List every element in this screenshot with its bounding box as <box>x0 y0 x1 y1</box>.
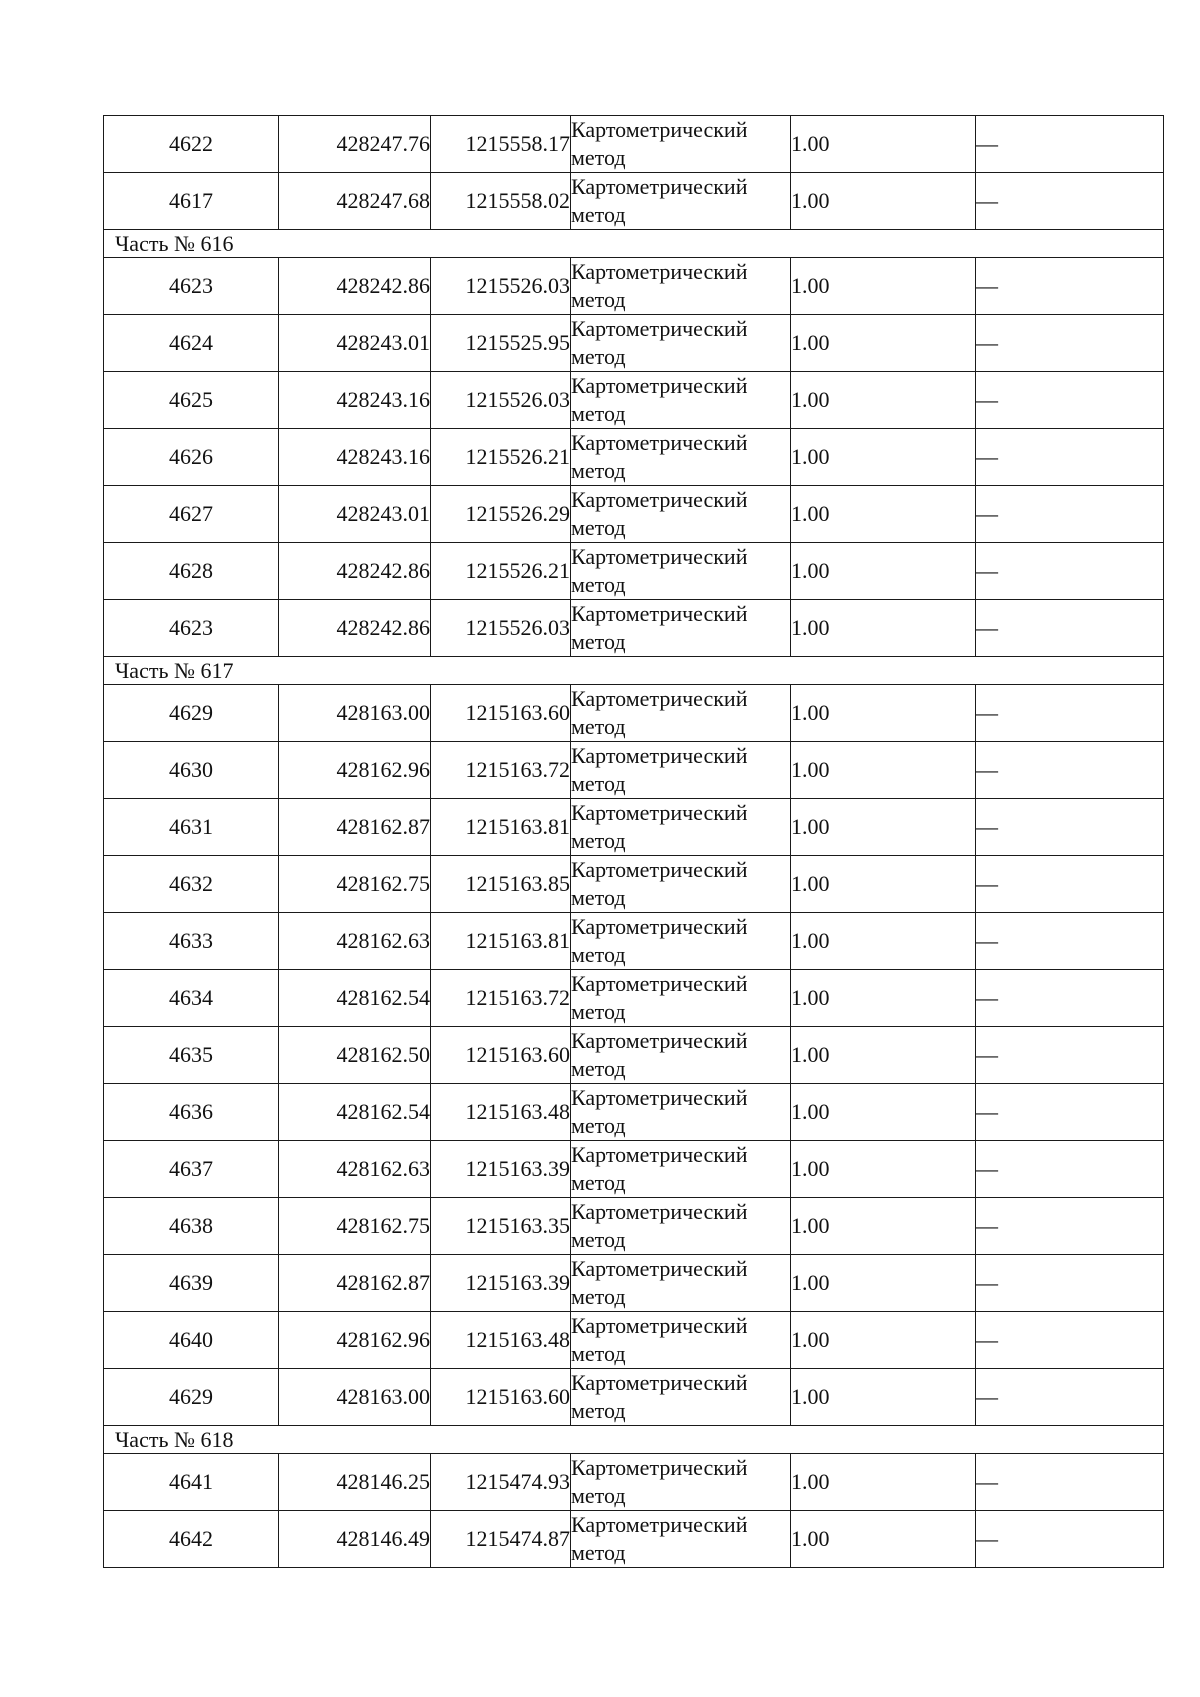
point-number-cell: 4629 <box>104 685 279 742</box>
coordinates-table-body <box>104 116 1164 1568</box>
method-text: Картометрический метод <box>571 1313 748 1366</box>
note-cell: — <box>976 258 1164 315</box>
x-coordinate-cell: 428162.96 <box>279 742 431 799</box>
point-number-cell: 4637 <box>104 1141 279 1198</box>
method-cell <box>571 173 791 230</box>
method-text: Картометрический метод <box>571 316 748 369</box>
y-coordinate-cell: 1215474.87 <box>431 1511 571 1568</box>
point-number-cell: 4634 <box>104 970 279 1027</box>
point-number-cell: 4627 <box>104 486 279 543</box>
method-cell <box>571 543 791 600</box>
note-cell: — <box>976 543 1164 600</box>
table-row <box>104 486 1164 543</box>
y-coordinate-cell: 1215163.60 <box>431 1027 571 1084</box>
y-coordinate-cell: 1215163.48 <box>431 1084 571 1141</box>
accuracy-cell: 1.00 <box>791 1312 976 1369</box>
x-coordinate-cell: 428146.25 <box>279 1454 431 1511</box>
method-text: Картометрический метод <box>571 971 748 1024</box>
point-number-cell: 4624 <box>104 315 279 372</box>
table-row <box>104 1255 1164 1312</box>
table-row <box>104 600 1164 657</box>
y-coordinate-cell: 1215163.35 <box>431 1198 571 1255</box>
accuracy-cell: 1.00 <box>791 1141 976 1198</box>
point-number-cell: 4640 <box>104 1312 279 1369</box>
method-text: Картометрический метод <box>571 259 748 312</box>
method-cell <box>571 1511 791 1568</box>
x-coordinate-cell: 428146.49 <box>279 1511 431 1568</box>
table-row <box>104 1141 1164 1198</box>
point-number-cell: 4623 <box>104 258 279 315</box>
note-cell: — <box>976 1454 1164 1511</box>
accuracy-cell: 1.00 <box>791 970 976 1027</box>
note-cell: — <box>976 799 1164 856</box>
method-cell <box>571 116 791 173</box>
note-cell: — <box>976 1369 1164 1426</box>
y-coordinate-cell: 1215163.85 <box>431 856 571 913</box>
table-row <box>104 742 1164 799</box>
method-text: Картометрический метод <box>571 1142 748 1195</box>
table-row <box>104 258 1164 315</box>
y-coordinate-cell: 1215163.81 <box>431 913 571 970</box>
accuracy-cell: 1.00 <box>791 913 976 970</box>
note-cell: — <box>976 116 1164 173</box>
table-row <box>104 315 1164 372</box>
y-coordinate-cell: 1215163.39 <box>431 1255 571 1312</box>
note-cell: — <box>976 315 1164 372</box>
method-cell <box>571 1454 791 1511</box>
x-coordinate-cell: 428162.54 <box>279 970 431 1027</box>
point-number-cell: 4639 <box>104 1255 279 1312</box>
method-cell <box>571 1255 791 1312</box>
accuracy-cell: 1.00 <box>791 543 976 600</box>
table-row <box>104 1198 1164 1255</box>
note-cell: — <box>976 1255 1164 1312</box>
y-coordinate-cell: 1215525.95 <box>431 315 571 372</box>
method-text: Картометрический метод <box>571 914 748 967</box>
method-cell <box>571 429 791 486</box>
part-label: Часть № 617 <box>104 657 1164 685</box>
table-row <box>104 1511 1164 1568</box>
method-cell <box>571 1141 791 1198</box>
accuracy-cell: 1.00 <box>791 856 976 913</box>
part-header-row <box>104 1426 1164 1454</box>
y-coordinate-cell: 1215163.72 <box>431 970 571 1027</box>
method-text: Картометрический метод <box>571 800 748 853</box>
y-coordinate-cell: 1215526.03 <box>431 372 571 429</box>
x-coordinate-cell: 428162.87 <box>279 799 431 856</box>
y-coordinate-cell: 1215558.17 <box>431 116 571 173</box>
note-cell: — <box>976 913 1164 970</box>
point-number-cell: 4632 <box>104 856 279 913</box>
table-row <box>104 429 1164 486</box>
method-text: Картометрический метод <box>571 1512 748 1565</box>
accuracy-cell: 1.00 <box>791 372 976 429</box>
method-text: Картометрический метод <box>571 544 748 597</box>
point-number-cell: 4622 <box>104 116 279 173</box>
table-row <box>104 1027 1164 1084</box>
note-cell: — <box>976 600 1164 657</box>
x-coordinate-cell: 428247.68 <box>279 173 431 230</box>
method-cell <box>571 1198 791 1255</box>
point-number-cell: 4631 <box>104 799 279 856</box>
x-coordinate-cell: 428162.75 <box>279 856 431 913</box>
method-text: Картометрический метод <box>571 1085 748 1138</box>
y-coordinate-cell: 1215163.39 <box>431 1141 571 1198</box>
point-number-cell: 4642 <box>104 1511 279 1568</box>
method-text: Картометрический метод <box>571 1199 748 1252</box>
part-header-row <box>104 657 1164 685</box>
method-cell <box>571 742 791 799</box>
point-number-cell: 4628 <box>104 543 279 600</box>
y-coordinate-cell: 1215526.21 <box>431 543 571 600</box>
point-number-cell: 4635 <box>104 1027 279 1084</box>
method-cell <box>571 970 791 1027</box>
point-number-cell: 4625 <box>104 372 279 429</box>
x-coordinate-cell: 428243.01 <box>279 486 431 543</box>
table-row <box>104 116 1164 173</box>
x-coordinate-cell: 428162.75 <box>279 1198 431 1255</box>
method-cell <box>571 685 791 742</box>
note-cell: — <box>976 1511 1164 1568</box>
y-coordinate-cell: 1215163.60 <box>431 685 571 742</box>
x-coordinate-cell: 428163.00 <box>279 685 431 742</box>
part-label: Часть № 616 <box>104 230 1164 258</box>
accuracy-cell: 1.00 <box>791 486 976 543</box>
x-coordinate-cell: 428162.96 <box>279 1312 431 1369</box>
x-coordinate-cell: 428243.16 <box>279 372 431 429</box>
table-row <box>104 856 1164 913</box>
method-cell <box>571 856 791 913</box>
method-cell <box>571 1369 791 1426</box>
point-number-cell: 4633 <box>104 913 279 970</box>
table-row <box>104 1454 1164 1511</box>
point-number-cell: 4623 <box>104 600 279 657</box>
table-row <box>104 913 1164 970</box>
note-cell: — <box>976 1084 1164 1141</box>
note-cell: — <box>976 742 1164 799</box>
part-header-row <box>104 230 1164 258</box>
method-cell <box>571 258 791 315</box>
accuracy-cell: 1.00 <box>791 799 976 856</box>
x-coordinate-cell: 428247.76 <box>279 116 431 173</box>
method-cell <box>571 315 791 372</box>
note-cell: — <box>976 486 1164 543</box>
table-row <box>104 1369 1164 1426</box>
accuracy-cell: 1.00 <box>791 1255 976 1312</box>
y-coordinate-cell: 1215526.03 <box>431 258 571 315</box>
y-coordinate-cell: 1215526.03 <box>431 600 571 657</box>
point-number-cell: 4629 <box>104 1369 279 1426</box>
method-text: Картометрический метод <box>571 1455 748 1508</box>
accuracy-cell: 1.00 <box>791 315 976 372</box>
method-cell <box>571 1312 791 1369</box>
x-coordinate-cell: 428242.86 <box>279 258 431 315</box>
note-cell: — <box>976 856 1164 913</box>
method-cell <box>571 486 791 543</box>
coordinates-table <box>103 115 1164 1568</box>
method-text: Картометрический метод <box>571 1370 748 1423</box>
table-row <box>104 685 1164 742</box>
table-row <box>104 543 1164 600</box>
note-cell: — <box>976 970 1164 1027</box>
method-text: Картометрический метод <box>571 1028 748 1081</box>
method-text: Картометрический метод <box>571 686 748 739</box>
y-coordinate-cell: 1215526.29 <box>431 486 571 543</box>
y-coordinate-cell: 1215163.81 <box>431 799 571 856</box>
y-coordinate-cell: 1215474.93 <box>431 1454 571 1511</box>
method-cell <box>571 1027 791 1084</box>
y-coordinate-cell: 1215163.48 <box>431 1312 571 1369</box>
y-coordinate-cell: 1215526.21 <box>431 429 571 486</box>
method-text: Картометрический метод <box>571 373 748 426</box>
accuracy-cell: 1.00 <box>791 1027 976 1084</box>
point-number-cell: 4641 <box>104 1454 279 1511</box>
method-cell <box>571 913 791 970</box>
point-number-cell: 4617 <box>104 173 279 230</box>
note-cell: — <box>976 173 1164 230</box>
accuracy-cell: 1.00 <box>791 258 976 315</box>
accuracy-cell: 1.00 <box>791 685 976 742</box>
x-coordinate-cell: 428162.50 <box>279 1027 431 1084</box>
table-row <box>104 372 1164 429</box>
x-coordinate-cell: 428243.16 <box>279 429 431 486</box>
point-number-cell: 4630 <box>104 742 279 799</box>
method-text: Картометрический метод <box>571 857 748 910</box>
x-coordinate-cell: 428162.63 <box>279 913 431 970</box>
note-cell: — <box>976 1198 1164 1255</box>
accuracy-cell: 1.00 <box>791 1511 976 1568</box>
method-text: Картометрический метод <box>571 601 748 654</box>
accuracy-cell: 1.00 <box>791 742 976 799</box>
method-cell <box>571 372 791 429</box>
part-label: Часть № 618 <box>104 1426 1164 1454</box>
x-coordinate-cell: 428243.01 <box>279 315 431 372</box>
method-text: Картометрический метод <box>571 487 748 540</box>
accuracy-cell: 1.00 <box>791 1454 976 1511</box>
note-cell: — <box>976 372 1164 429</box>
accuracy-cell: 1.00 <box>791 429 976 486</box>
x-coordinate-cell: 428162.87 <box>279 1255 431 1312</box>
x-coordinate-cell: 428163.00 <box>279 1369 431 1426</box>
method-text: Картометрический метод <box>571 117 748 170</box>
y-coordinate-cell: 1215163.60 <box>431 1369 571 1426</box>
table-row <box>104 1084 1164 1141</box>
note-cell: — <box>976 685 1164 742</box>
note-cell: — <box>976 429 1164 486</box>
x-coordinate-cell: 428162.63 <box>279 1141 431 1198</box>
accuracy-cell: 1.00 <box>791 116 976 173</box>
table-row <box>104 173 1164 230</box>
accuracy-cell: 1.00 <box>791 173 976 230</box>
y-coordinate-cell: 1215558.02 <box>431 173 571 230</box>
method-cell <box>571 799 791 856</box>
accuracy-cell: 1.00 <box>791 1369 976 1426</box>
method-cell <box>571 600 791 657</box>
method-text: Картометрический метод <box>571 430 748 483</box>
table-row <box>104 970 1164 1027</box>
method-text: Картометрический метод <box>571 743 748 796</box>
point-number-cell: 4636 <box>104 1084 279 1141</box>
x-coordinate-cell: 428162.54 <box>279 1084 431 1141</box>
note-cell: — <box>976 1141 1164 1198</box>
y-coordinate-cell: 1215163.72 <box>431 742 571 799</box>
method-text: Картометрический метод <box>571 174 748 227</box>
accuracy-cell: 1.00 <box>791 600 976 657</box>
point-number-cell: 4638 <box>104 1198 279 1255</box>
note-cell: — <box>976 1312 1164 1369</box>
method-cell <box>571 1084 791 1141</box>
table-row <box>104 1312 1164 1369</box>
method-text: Картометрический метод <box>571 1256 748 1309</box>
table-row <box>104 799 1164 856</box>
accuracy-cell: 1.00 <box>791 1084 976 1141</box>
x-coordinate-cell: 428242.86 <box>279 543 431 600</box>
x-coordinate-cell: 428242.86 <box>279 600 431 657</box>
note-cell: — <box>976 1027 1164 1084</box>
point-number-cell: 4626 <box>104 429 279 486</box>
accuracy-cell: 1.00 <box>791 1198 976 1255</box>
